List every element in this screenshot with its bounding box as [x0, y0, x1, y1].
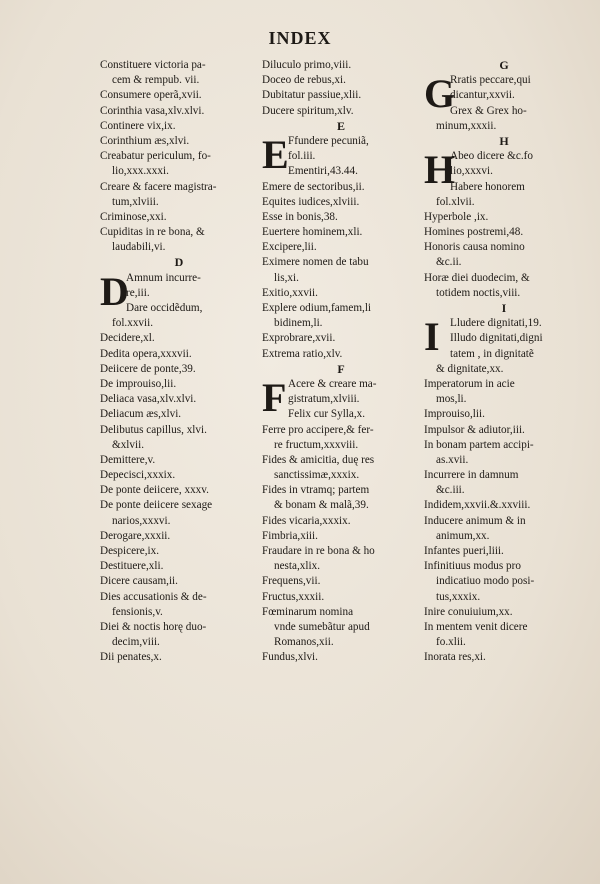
index-entry-line: Fructus,xxxii. [262, 590, 325, 603]
index-entry-line: Infantes pueri,liii. [424, 545, 504, 557]
index-entry-line: Fides in vtramq; partem [262, 484, 370, 497]
index-entry-line: Grex & Grex ho- [450, 104, 527, 117]
index-entry-line: laudabili,vi. [112, 241, 166, 254]
index-entry-line: Ementiri,43.44. [288, 165, 358, 178]
drop-cap-initial: D [100, 268, 129, 314]
index-entry-line: Delibutus capillus, xlvi. [100, 423, 207, 436]
index-entry-line: Felix cur Sylla,x. [288, 408, 366, 421]
drop-cap-entry [100, 268, 258, 317]
index-entry-line: Infinitiuus modus pro [424, 560, 521, 573]
index-entry-line: Inorata res,xi. [424, 651, 486, 664]
index-entry-line: De ponte deiicere sexage [100, 499, 213, 512]
index-entry-line: mos,li. [436, 393, 467, 406]
index-entry-line: In bonam partem accipi- [424, 438, 534, 451]
index-entry-line: Ffundere pecuniã, [288, 134, 369, 147]
section-letter-heading: E [336, 118, 345, 133]
index-entry-line: Horæ diei duodecim, & [424, 271, 530, 284]
index-entry-line: & dignitate,xx. [436, 362, 504, 375]
index-entry-line: Dare occidẽdum, [126, 302, 203, 314]
index-entry-line: Dii penates,x. [100, 651, 162, 664]
index-entry-line: Improuiso,lii. [424, 408, 485, 421]
index-entry-line: Diluculo primo,viii. [262, 59, 352, 71]
drop-cap-entry [424, 149, 584, 195]
index-entry-line: fol.xlvii. [436, 195, 475, 208]
index-entry-line: dicantur,xxvii. [450, 89, 515, 102]
index-entry-line: Acere & creare ma- [288, 377, 377, 390]
index-entry-line: Ducere spiritum,xlv. [262, 104, 354, 117]
index-entry-line: Emere de sectoribus,ii. [262, 180, 365, 193]
index-entry-line: Indidem,xxvii.&.xxviii. [424, 499, 531, 512]
index-column-3 [424, 58, 584, 666]
index-entry-line: Inire conuiuium,xx. [424, 605, 513, 618]
drop-cap-initial: H [424, 147, 456, 193]
index-entry-line: fensionis,v. [112, 605, 163, 618]
index-entry-line: lio,xxxvi. [450, 165, 493, 178]
index-entry-line: Cupiditas in re bona, & [100, 226, 205, 239]
index-entry-line: Esse in bonis,38. [262, 210, 338, 223]
index-entry-line: Consumere operã,xvii. [100, 89, 202, 102]
index-entry-line: tus,xxxix. [436, 590, 481, 603]
index-entry-line: &xlvii. [112, 438, 145, 451]
index-entry-line: Deiicere de ponte,39. [100, 362, 196, 375]
index-entry-line: sanctissimæ,xxxix. [274, 469, 360, 482]
index-entry-line: Illudo dignitati,digni [450, 332, 543, 345]
index-entry-line: Decidere,xl. [100, 332, 155, 345]
index-entry-line: totidem noctis,viii. [436, 286, 521, 299]
index-entry-line: Equites iudices,xlviii. [262, 195, 360, 208]
index-entry-line: Euertere hominem,xli. [262, 226, 363, 239]
drop-cap-initial: E [262, 131, 289, 177]
index-entry-line: De ponte deiicere, xxxv. [100, 484, 209, 497]
index-entry-line: Fimbria,xiii. [262, 529, 318, 542]
index-entry-line: tum,xlviii. [112, 195, 159, 208]
drop-cap-entry [424, 73, 584, 119]
index-entry-line: Extrema ratio,xlv. [262, 347, 343, 360]
index-entry-line: In mentem venit dicere [424, 620, 528, 633]
index-entry-line: Eximere nomen de tabu [262, 256, 369, 269]
index-entry-line: &c.iii. [436, 484, 465, 497]
index-entry-line: Homines postremi,48. [424, 226, 524, 239]
index-entry-line: Imperatorum in acie [424, 377, 515, 390]
index-entry-line: Constituere victoria pa- [100, 59, 206, 71]
index-entry-line: Romanos,xii. [274, 636, 334, 649]
index-entry-line: Dubitatur passiue,xlii. [262, 89, 362, 102]
index-entry-line: animum,xx. [436, 529, 490, 542]
index-entry-line: Honoris causa nomino [424, 241, 525, 254]
index-entry-line: Derogare,xxxii. [100, 529, 171, 542]
index-entry-line: Destituere,xli. [100, 560, 164, 573]
index-entry-line: Corinthium æs,xlvi. [100, 134, 190, 147]
index-entry-line: nesta,xlix. [274, 560, 320, 573]
index-entry-line: Dies accusationis & de- [100, 590, 207, 603]
index-entry-line: Diei & noctis horę duo- [100, 620, 207, 633]
index-column-1 [100, 58, 258, 666]
index-entry-line: & bonam & malã,39. [274, 499, 369, 512]
index-entry-line: Ferre pro accipere,& fer- [262, 423, 374, 436]
index-entry-line: Fœminarum nomina [262, 605, 354, 618]
page-title: INDEX [268, 28, 332, 48]
section-letter-heading: G [499, 58, 509, 72]
section-letter-heading: H [499, 133, 509, 148]
index-entry-line: Corinthia vasa,xlv.xlvi. [100, 104, 205, 117]
index-entry-line: Lludere dignitati,19. [450, 317, 542, 330]
index-entry-line: fol.iii. [288, 150, 316, 163]
section-letter-heading: I [501, 301, 507, 315]
section-letter-heading: F [337, 361, 345, 376]
drop-cap-initial: I [424, 314, 440, 360]
section-letter-heading: D [174, 255, 184, 270]
index-entry-line: Impulsor & adiutor,iii. [424, 423, 525, 436]
drop-cap-entry [424, 316, 584, 362]
index-entry-line: Explere odium,famem,li [262, 302, 372, 314]
index-entry-line: Rratis peccare,qui [450, 74, 531, 87]
index-entry-line: Incurrere in damnum [424, 469, 519, 482]
index-entry-line: as.xvii. [436, 453, 469, 466]
index-entry-line: vnde sumebãtur apud [274, 620, 370, 633]
index-entry-line: fo.xlii. [436, 636, 466, 649]
index-entry-line: Fides & amicitia, duę res [262, 453, 375, 466]
index-entry-line: Habere honorem [450, 180, 525, 193]
index-entry-line: Fides vicaria,xxxix. [262, 514, 351, 527]
drop-cap-initial: G [424, 71, 456, 117]
index-entry-line: Criminose,xxi. [100, 210, 167, 223]
index-entry-line: Excipere,lii. [262, 241, 317, 254]
index-entry-line: tatem , in dignitatẽ [450, 347, 534, 360]
index-entry-line: Exitio,xxvii. [262, 286, 318, 299]
index-entry-line: Doceo de rebus,xi. [262, 74, 346, 87]
index-entry-line: Amnum incurre- [126, 271, 201, 284]
index-entry-line: gistratum,xlviii. [288, 393, 360, 406]
drop-cap-entry [262, 131, 420, 180]
index-entry-line: Deliaca vasa,xlv.xlvi. [100, 393, 197, 406]
index-entry-line: Deliacum æs,xlvi. [100, 408, 182, 421]
index-entry-line: decim,viii. [112, 636, 160, 649]
index-entry-line: indicatiuo modo posi- [436, 575, 535, 588]
index-entry-line: Depecisci,xxxix. [100, 469, 176, 482]
drop-cap-entry [262, 374, 420, 423]
index-entry-line: &c.ii. [436, 256, 462, 269]
index-entry-line: cem & rempub. vii. [112, 74, 200, 87]
index-entry-line: Dicere causam,ii. [100, 575, 178, 588]
index-entry-line: Dedita opera,xxxvii. [100, 347, 192, 360]
index-entry-line: lio,xxx.xxxi. [112, 165, 169, 178]
index-entry-line: narios,xxxvi. [112, 514, 171, 527]
index-entry-line: Frequens,vii. [262, 575, 321, 588]
index-entry-line: Fraudare in re bona & ho [262, 545, 375, 557]
index-entry-line: Fundus,xlvi. [262, 651, 318, 664]
index-entry-line: Inducere animum & in [424, 514, 526, 527]
index-entry-line: Demittere,v. [100, 453, 156, 466]
drop-cap-initial: F [262, 374, 287, 420]
index-column-2 [262, 58, 420, 666]
index-entry-line: re fructum,xxxviii. [274, 438, 359, 451]
index-entry-line: Exprobrare,xvii. [262, 332, 336, 345]
index-entry-line: Creare & facere magistra- [100, 180, 217, 193]
index-entry-line: fol.xxvii. [112, 317, 154, 330]
index-entry-line: Hyperbole ,ix. [424, 210, 489, 223]
index-entry-line: De improuiso,lii. [100, 377, 177, 390]
index-entry-line: Creabatur periculum, fo- [100, 150, 211, 163]
index-entry-line: minum,xxxii. [436, 119, 497, 132]
index-entry-line: Continere vix,ix. [100, 119, 176, 132]
index-entry-line: bidinem,li. [274, 317, 323, 330]
index-entry-line: Abeo dicere &c.fo [450, 150, 533, 163]
index-entry-line: Despicere,ix. [100, 545, 160, 557]
index-entry-line: lis,xi. [274, 271, 299, 284]
index-entry-line: re,iii. [126, 286, 150, 299]
